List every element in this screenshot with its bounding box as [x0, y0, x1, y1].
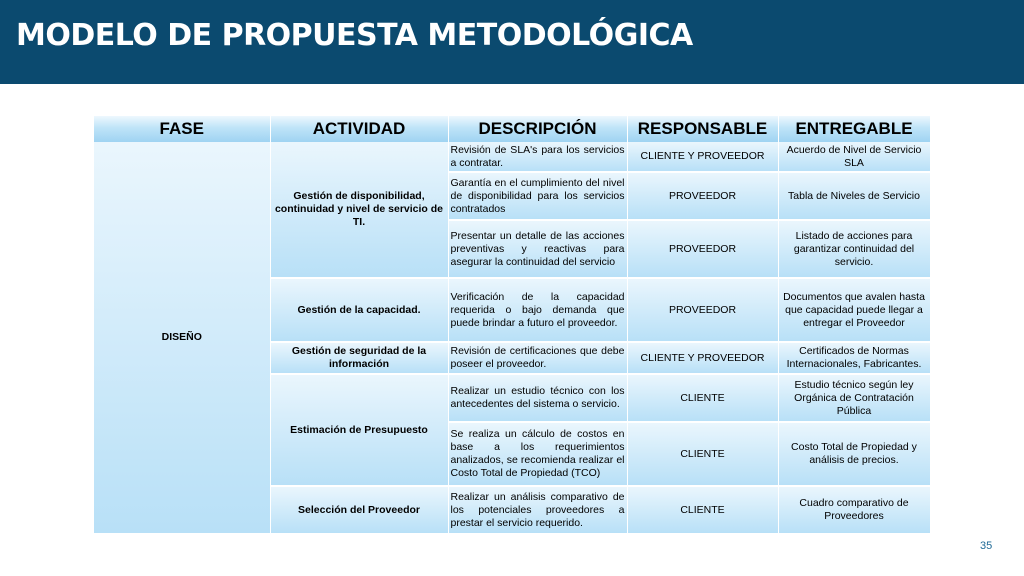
- deliverable-cell: Listado de acciones para garantizar continuidad del servicio.: [778, 220, 930, 278]
- title-bar: [0, 0, 1024, 84]
- responsible-cell: CLIENTE Y PROVEEDOR: [627, 342, 778, 374]
- deliverable-cell: Documentos que avalen hasta que capacidad puede llegar a entregar el Proveedor: [778, 278, 930, 342]
- activity-cell: Gestión de la capacidad.: [270, 278, 448, 342]
- table-row: [94, 142, 930, 172]
- description-cell: Revisión de certificaciones que debe poseer el proveedor.: [448, 342, 627, 374]
- deliverable-cell: Acuerdo de Nivel de Servicio SLA: [778, 142, 930, 172]
- table-header-row: [94, 116, 930, 142]
- fase-cell: DISEÑO: [94, 142, 270, 534]
- description-cell: Garantía en el cumplimiento del nivel de disponibilidad para los servicios contratados: [448, 172, 627, 220]
- slide-title: MODELO DE PROPUESTA METODOLÓGICA: [16, 18, 693, 53]
- activity-cell: Gestión de seguridad de la información: [270, 342, 448, 374]
- header-actividad: ACTIVIDAD: [270, 116, 448, 142]
- description-cell: Se realiza un cálculo de costos en base a los requerimientos analizados, se recomienda realizar el Costo Total de Propiedad (TCO): [448, 422, 627, 486]
- page-number: 35: [980, 540, 993, 552]
- responsible-cell: CLIENTE: [627, 374, 778, 422]
- methodology-table: [94, 116, 931, 535]
- header-entregable: ENTREGABLE: [778, 116, 930, 142]
- description-cell: Verificación de la capacidad requerida o bajo demanda que puede brindar a futuro el proveedor.: [448, 278, 627, 342]
- header-fase: FASE: [94, 116, 270, 142]
- responsible-cell: PROVEEDOR: [627, 172, 778, 220]
- responsible-cell: PROVEEDOR: [627, 278, 778, 342]
- responsible-cell: CLIENTE Y PROVEEDOR: [627, 142, 778, 172]
- deliverable-cell: Certificados de Normas Internacionales, Fabricantes.: [778, 342, 930, 374]
- responsible-cell: CLIENTE: [627, 486, 778, 534]
- description-cell: Realizar un análisis comparativo de los potenciales proveedores a prestar el servicio requerido.: [448, 486, 627, 534]
- header-descripcion: DESCRIPCIÓN: [448, 116, 627, 142]
- activity-cell: Estimación de Presupuesto: [270, 374, 448, 486]
- header-responsable: RESPONSABLE: [627, 116, 778, 142]
- deliverable-cell: Estudio técnico según ley Orgánica de Contratación Pública: [778, 374, 930, 422]
- responsible-cell: PROVEEDOR: [627, 220, 778, 278]
- description-cell: Realizar un estudio técnico con los antecedentes del sistema o servicio.: [448, 374, 627, 422]
- deliverable-cell: Costo Total de Propiedad y análisis de precios.: [778, 422, 930, 486]
- activity-cell: Selección del Proveedor: [270, 486, 448, 534]
- activity-cell: Gestión de disponibilidad, continuidad y nivel de servicio de TI.: [270, 142, 448, 278]
- responsible-cell: CLIENTE: [627, 422, 778, 486]
- description-cell: Revisión de SLA's para los servicios a contratar.: [448, 142, 627, 172]
- deliverable-cell: Cuadro comparativo de Proveedores: [778, 486, 930, 534]
- deliverable-cell: Tabla de Niveles de Servicio: [778, 172, 930, 220]
- description-cell: Presentar un detalle de las acciones preventivas y reactivas para asegurar la continuidad del servicio: [448, 220, 627, 278]
